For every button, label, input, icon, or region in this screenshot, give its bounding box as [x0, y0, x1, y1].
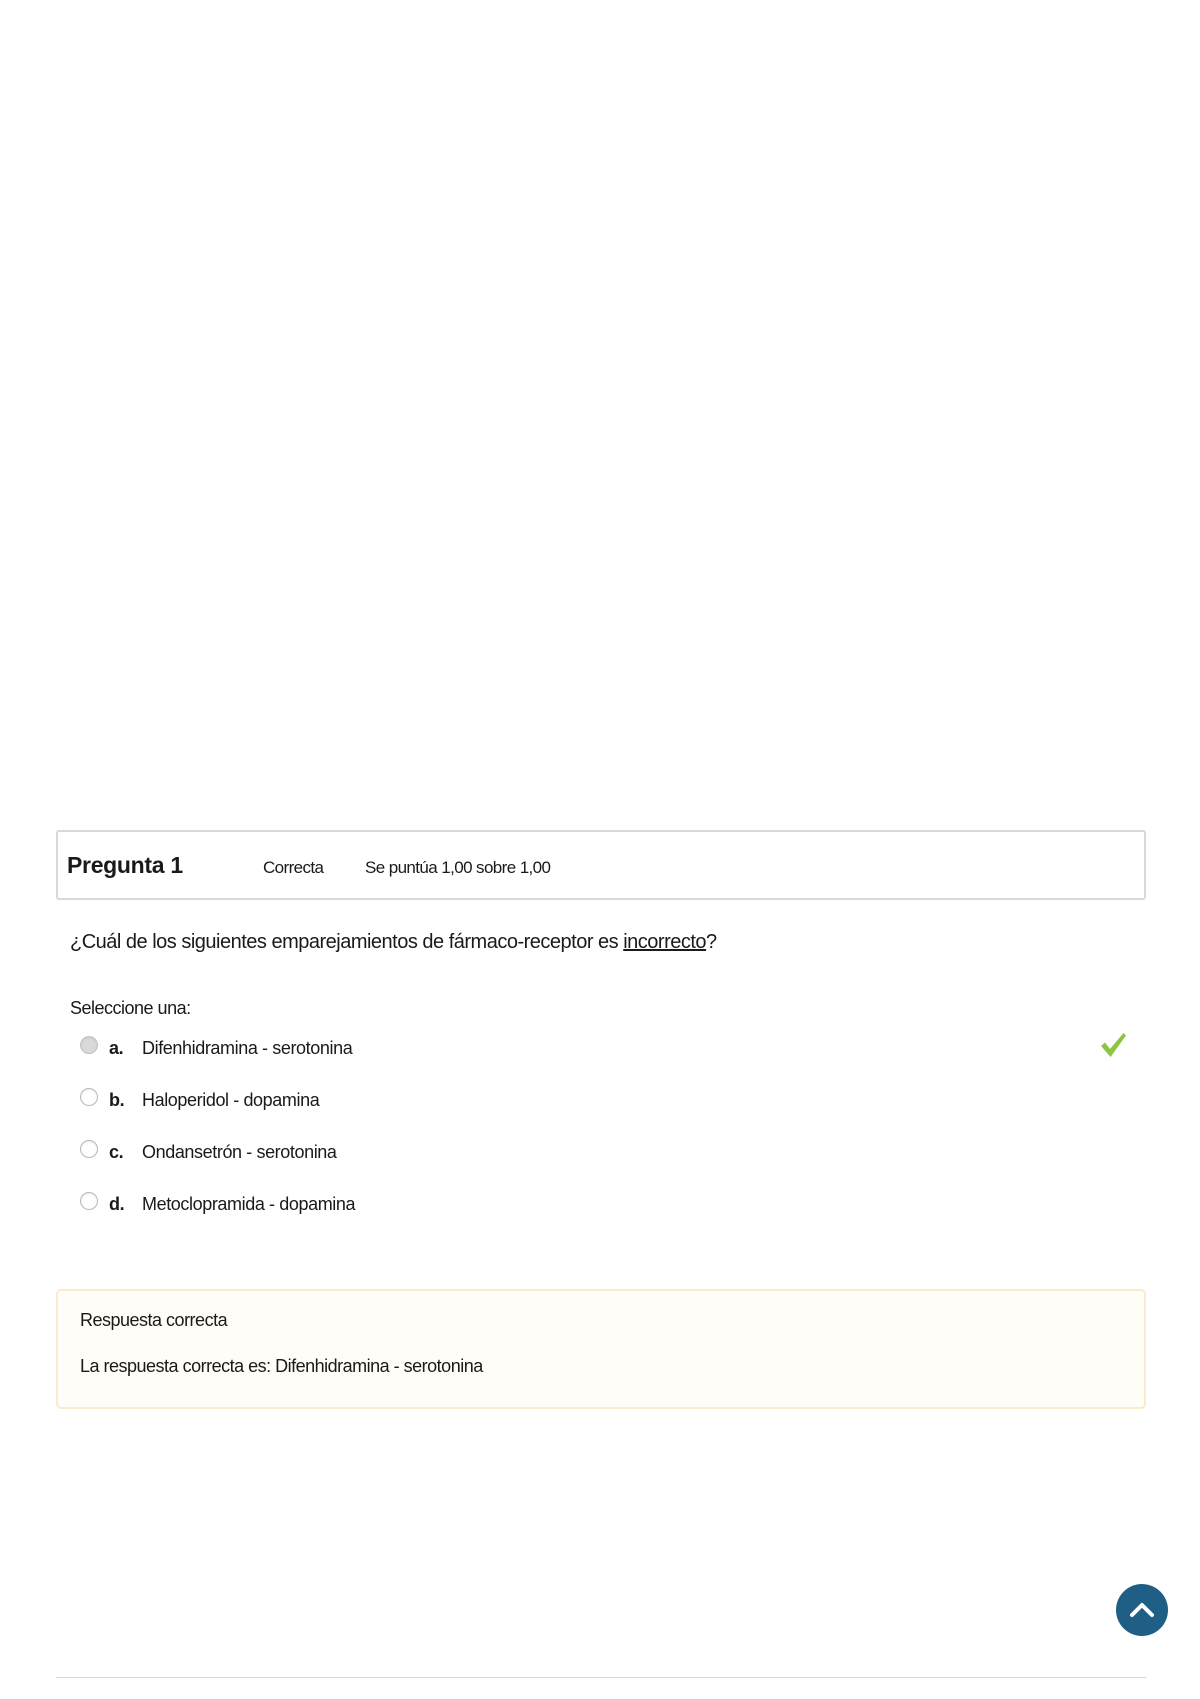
chevron-up-icon: [1127, 1595, 1157, 1625]
answer-option-c[interactable]: [80, 1140, 480, 1166]
question-number: Pregunta 1: [67, 852, 183, 878]
question-info-box: [56, 830, 1146, 900]
feedback-title: Respuesta correcta: [80, 1310, 228, 1330]
option-label[interactable]: Difenhidramina - serotonina: [142, 1038, 353, 1058]
answer-option-b[interactable]: [80, 1088, 480, 1114]
answer-prompt: Seleccione una:: [70, 998, 191, 1018]
radio-button-d[interactable]: [80, 1192, 98, 1210]
correct-answer-text: La respuesta correcta es: Difenhidramina - serotonina: [80, 1356, 483, 1376]
option-letter: c.: [109, 1142, 124, 1162]
question-text: [70, 931, 717, 954]
option-label[interactable]: Ondansetrón - serotonina: [142, 1142, 337, 1162]
option-letter: b.: [109, 1090, 125, 1110]
question-text-end: ?: [706, 931, 717, 953]
question-grade: Se puntúa 1,00 sobre 1,00: [365, 858, 551, 877]
radio-button-a[interactable]: [80, 1036, 98, 1054]
option-letter: d.: [109, 1194, 125, 1214]
check-icon: [1098, 1030, 1128, 1060]
footer-divider: [56, 1677, 1146, 1678]
question-text-start: ¿Cuál de los siguientes emparejamientos de fármaco-receptor es: [70, 931, 624, 953]
option-letter: a.: [109, 1038, 124, 1058]
radio-button-c[interactable]: [80, 1140, 98, 1158]
option-label[interactable]: Haloperidol - dopamina: [142, 1090, 320, 1110]
answer-option-a[interactable]: [80, 1036, 480, 1062]
question-state: Correcta: [263, 858, 324, 877]
feedback-box: [56, 1289, 1146, 1409]
question-text-emphasis: incorrecto: [623, 931, 707, 953]
option-label[interactable]: Metoclopramida - dopamina: [142, 1194, 356, 1214]
radio-button-b[interactable]: [80, 1088, 98, 1106]
back-to-top-button[interactable]: [1116, 1584, 1168, 1636]
answer-option-d[interactable]: [80, 1192, 480, 1218]
